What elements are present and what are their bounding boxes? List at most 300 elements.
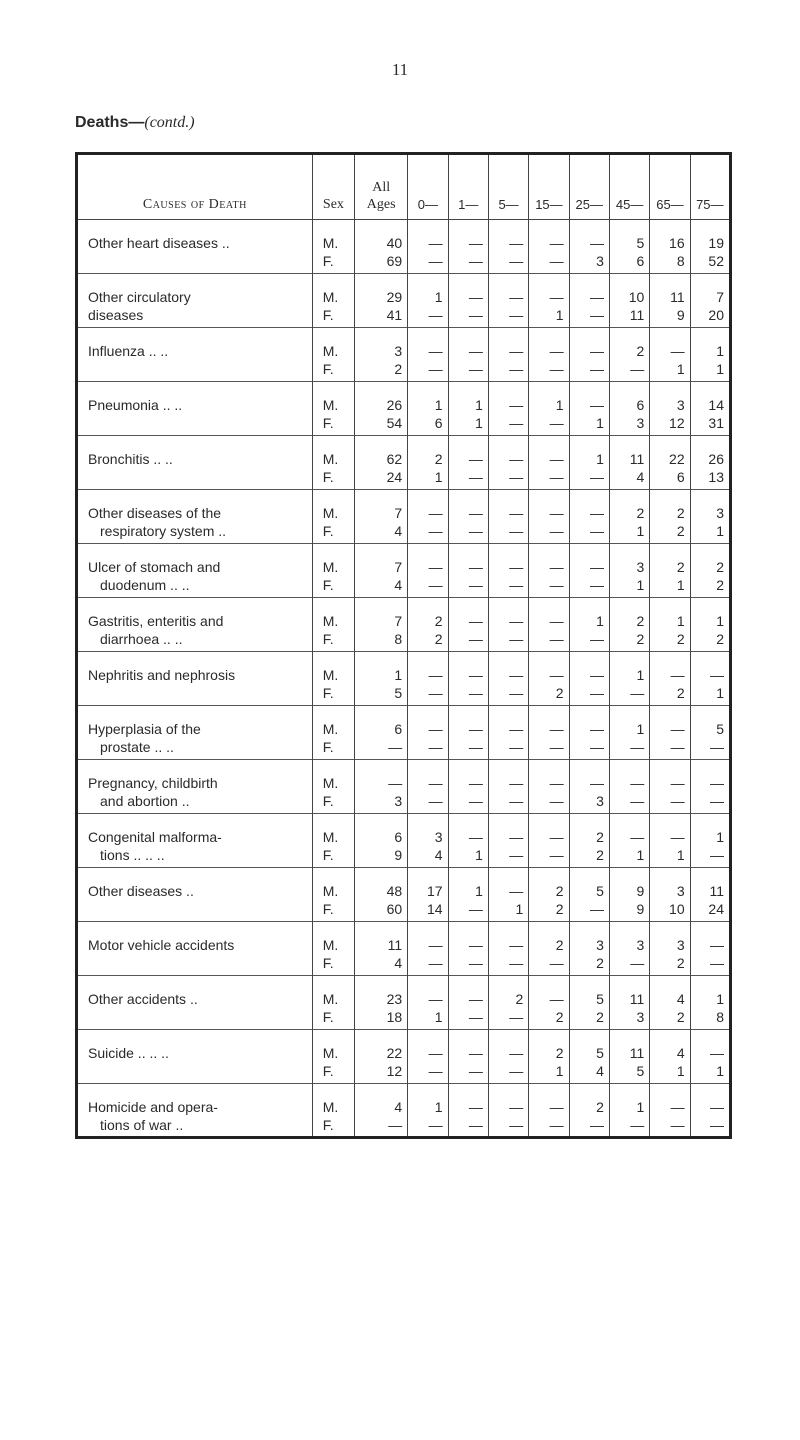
age-group-value: 6 (434, 415, 443, 431)
age-group-value: — (468, 667, 483, 683)
age-group-value: — (428, 523, 443, 539)
age-group-value: 2 (716, 559, 724, 575)
age-group-cell (569, 1030, 609, 1084)
age-group-cell (609, 1084, 649, 1138)
age-group-value: 14 (426, 901, 443, 917)
all-ages-cell (355, 436, 408, 490)
age-group-value: 5 (636, 235, 645, 251)
age-group-cell (690, 760, 730, 814)
age-group-value: — (509, 613, 524, 629)
sex-male: M. (322, 667, 339, 683)
age-group-value: — (549, 631, 564, 647)
age-group-value: 1 (716, 1063, 724, 1079)
age-group-value: 11 (629, 451, 645, 467)
age-group-cell (488, 1084, 528, 1138)
age-group-value: 20 (708, 307, 724, 323)
page-heading (75, 114, 195, 132)
age-group-value: 24 (708, 901, 724, 917)
all-ages-value: 24 (386, 469, 403, 485)
age-group-value: — (468, 1045, 483, 1061)
age-group-cell (448, 1030, 488, 1084)
age-group-value: — (589, 685, 604, 701)
age-group-cell (448, 490, 488, 544)
age-group-value: — (589, 631, 604, 647)
cause-text: Other accidents .. (88, 991, 198, 1007)
age-group-cell (569, 652, 609, 706)
age-group-value: — (509, 343, 524, 359)
age-group-value: — (509, 631, 524, 647)
all-ages-value: 11 (387, 937, 403, 953)
age-group-value: 2 (434, 631, 443, 647)
age-group-cell (529, 328, 569, 382)
header-age-5: 5— (488, 154, 528, 220)
age-group-cell (690, 328, 730, 382)
age-group-value: 2 (555, 883, 564, 899)
age-group-value: — (509, 523, 524, 539)
age-group-cell (529, 598, 569, 652)
age-group-value: 7 (716, 289, 724, 305)
cause-text: Pregnancy, childbirth (88, 775, 218, 791)
age-group-value: 2 (596, 829, 604, 845)
sex-cell (312, 328, 354, 382)
cause-text: diarrhoea .. .. (100, 631, 183, 647)
age-group-cell (650, 274, 690, 328)
cause-text: Bronchitis .. .. (88, 451, 173, 467)
all-ages-value: 12 (386, 1063, 403, 1079)
age-group-value: 11 (670, 289, 685, 305)
age-group-value: 2 (596, 1099, 604, 1115)
age-group-cell (488, 598, 528, 652)
age-group-value: — (549, 343, 564, 359)
all-ages-value: 69 (386, 253, 403, 269)
age-group-value: — (509, 505, 524, 521)
age-group-value: — (670, 1099, 685, 1115)
age-group-value: — (428, 505, 443, 521)
age-group-value: — (710, 847, 724, 863)
age-group-cell (529, 868, 569, 922)
age-group-cell (408, 382, 448, 436)
age-group-value: — (509, 361, 524, 377)
all-ages-value: 3 (394, 793, 403, 809)
age-group-cell (609, 976, 649, 1030)
header-all-ages (355, 154, 408, 220)
sex-female: F. (322, 793, 334, 809)
cause-text: tions .. .. .. (100, 847, 165, 863)
sex-female: F. (322, 1117, 334, 1133)
cause-text: Congenital malforma- (88, 829, 222, 845)
age-group-value: — (468, 559, 483, 575)
age-group-value: 1 (596, 451, 604, 467)
age-group-cell (569, 328, 609, 382)
age-group-value: 13 (708, 469, 724, 485)
age-group-value: 2 (676, 631, 685, 647)
all-ages-value: 7 (394, 559, 403, 575)
all-ages-cell (355, 274, 408, 328)
cause-text: respiratory system .. (100, 523, 227, 539)
cause-text: diseases (88, 307, 144, 323)
header-age-75: 75— (690, 154, 730, 220)
age-group-cell (529, 220, 569, 274)
age-group-value: — (509, 289, 524, 305)
age-group-value: — (428, 235, 443, 251)
cause-cell (77, 922, 313, 976)
age-group-cell (569, 706, 609, 760)
age-group-value: 2 (716, 631, 724, 647)
age-group-value: — (670, 343, 685, 359)
age-group-value: 1 (716, 523, 724, 539)
age-group-value: — (509, 235, 524, 251)
age-group-value: — (428, 577, 443, 593)
age-group-cell (569, 1084, 609, 1138)
age-group-value: — (428, 721, 443, 737)
age-group-value: — (509, 739, 524, 755)
age-group-value: 1 (434, 397, 443, 413)
cause-cell (77, 652, 313, 706)
age-group-value: — (549, 829, 564, 845)
age-group-value: — (509, 847, 524, 863)
age-group-value: — (509, 415, 524, 431)
age-group-value: 6 (636, 253, 645, 269)
all-ages-value: 6 (394, 829, 403, 845)
sex-male: M. (322, 235, 339, 251)
age-group-cell (488, 1030, 528, 1084)
age-group-value: 14 (708, 397, 724, 413)
age-group-value: — (630, 793, 645, 809)
age-group-cell (650, 328, 690, 382)
age-group-value: 2 (676, 523, 685, 539)
age-group-cell (650, 220, 690, 274)
age-group-value: 26 (708, 451, 724, 467)
age-group-value: 2 (596, 847, 604, 863)
age-group-value: — (549, 505, 564, 521)
age-group-cell (690, 382, 730, 436)
age-group-value: 11 (709, 883, 724, 899)
table-row (77, 274, 731, 328)
age-group-value: — (509, 469, 524, 485)
header-age-0: 0— (408, 154, 448, 220)
sex-cell (312, 436, 354, 490)
age-group-value: — (428, 667, 443, 683)
age-group-cell (650, 436, 690, 490)
sex-male: M. (322, 991, 339, 1007)
header-age-15: 15— (529, 154, 569, 220)
age-group-value: 3 (596, 793, 604, 809)
all-ages-cell (355, 868, 408, 922)
age-group-cell (529, 1084, 569, 1138)
age-group-value: 1 (716, 829, 724, 845)
cause-text: Gastritis, enteritis and (88, 613, 224, 629)
cause-text: Ulcer of stomach and (88, 559, 221, 575)
cause-cell (77, 1084, 313, 1138)
age-group-value: — (468, 829, 483, 845)
age-group-value: — (630, 361, 645, 377)
all-ages-value: 29 (386, 289, 403, 305)
sex-cell (312, 598, 354, 652)
cause-text: Other circulatory (88, 289, 191, 305)
age-group-value: 1 (636, 1099, 645, 1115)
sex-cell (312, 760, 354, 814)
cause-text: Influenza .. .. (88, 343, 169, 359)
all-ages-value: 40 (386, 235, 403, 251)
sex-cell (312, 706, 354, 760)
age-group-cell (650, 976, 690, 1030)
age-group-cell (609, 598, 649, 652)
age-group-cell (448, 598, 488, 652)
age-group-value: 22 (669, 451, 685, 467)
age-group-value: 1 (716, 361, 724, 377)
age-group-cell (529, 760, 569, 814)
age-group-cell (569, 868, 609, 922)
age-group-value: 1 (636, 667, 645, 683)
age-group-value: 2 (636, 505, 645, 521)
age-group-value: — (428, 1117, 443, 1133)
age-group-value: 31 (708, 415, 724, 431)
all-ages-cell (355, 544, 408, 598)
age-group-cell (488, 706, 528, 760)
age-group-value: 1 (676, 847, 685, 863)
age-group-cell (488, 976, 528, 1030)
sex-male: M. (322, 1045, 339, 1061)
header-age-65: 65— (650, 154, 690, 220)
age-group-value: — (710, 775, 724, 791)
age-group-cell (609, 868, 649, 922)
page-number: 11 (391, 60, 409, 79)
age-group-cell (529, 544, 569, 598)
table-row (77, 544, 731, 598)
sex-cell (312, 1030, 354, 1084)
age-group-value: — (630, 955, 645, 971)
age-group-value: — (549, 721, 564, 737)
cause-cell (77, 328, 313, 382)
sex-male: M. (322, 721, 339, 737)
sex-male: M. (322, 397, 339, 413)
age-group-cell (408, 220, 448, 274)
age-group-value: 1 (434, 469, 443, 485)
all-ages-value: 4 (394, 955, 403, 971)
age-group-cell (488, 922, 528, 976)
age-group-value: 1 (716, 343, 724, 359)
age-group-cell (650, 490, 690, 544)
all-ages-value: 48 (386, 883, 403, 899)
age-group-cell (408, 814, 448, 868)
age-group-value: — (509, 793, 524, 809)
age-group-value: — (710, 1099, 724, 1115)
age-group-value: — (468, 901, 483, 917)
age-group-cell (408, 1030, 448, 1084)
all-ages-value: 4 (394, 1099, 403, 1115)
age-group-value: — (468, 1063, 483, 1079)
age-group-value: 2 (555, 1009, 564, 1025)
table-row (77, 814, 731, 868)
age-group-cell (408, 760, 448, 814)
age-group-cell (650, 598, 690, 652)
age-group-value: — (670, 1117, 685, 1133)
age-group-cell (690, 976, 730, 1030)
age-group-value: 1 (676, 613, 685, 629)
age-group-value: 4 (596, 1063, 604, 1079)
all-ages-value: 2 (394, 361, 403, 377)
age-group-value: 5 (716, 721, 724, 737)
table-row (77, 1084, 731, 1138)
cause-text: tions of war .. (100, 1117, 184, 1133)
age-group-value: 2 (716, 577, 724, 593)
cause-text: and abortion .. (100, 793, 190, 809)
age-group-value: — (589, 289, 604, 305)
table-row (77, 436, 731, 490)
age-group-cell (609, 760, 649, 814)
all-ages-value: 62 (386, 451, 403, 467)
age-group-cell (408, 868, 448, 922)
age-group-value: — (468, 775, 483, 791)
sex-male: M. (322, 775, 339, 791)
age-group-cell (690, 814, 730, 868)
age-group-cell (408, 976, 448, 1030)
age-group-value: — (428, 253, 443, 269)
age-group-value: — (589, 307, 604, 323)
cause-cell (77, 490, 313, 544)
age-group-cell (569, 598, 609, 652)
age-group-value: — (549, 991, 564, 1007)
cause-cell (77, 814, 313, 868)
age-group-value: — (549, 1099, 564, 1115)
all-ages-value: 4 (394, 523, 403, 539)
age-group-value: — (468, 451, 483, 467)
age-group-value: — (468, 991, 483, 1007)
header-all-ages-line2: Ages (366, 197, 396, 212)
age-group-cell (690, 598, 730, 652)
age-group-cell (569, 382, 609, 436)
age-group-value: 8 (716, 1009, 724, 1025)
heading-contd: (contd.) (144, 114, 195, 131)
age-group-value: 1 (716, 991, 724, 1007)
all-ages-value: 8 (394, 631, 403, 647)
cause-text: prostate .. .. (100, 739, 174, 755)
cause-text: Pneumonia .. .. (88, 397, 183, 413)
age-group-value: — (509, 1099, 524, 1115)
age-group-value: — (549, 667, 564, 683)
age-group-value: — (468, 577, 483, 593)
all-ages-value: 9 (394, 847, 403, 863)
age-group-cell (448, 922, 488, 976)
cause-text: Suicide .. .. .. (88, 1045, 169, 1061)
age-group-value: — (710, 937, 724, 953)
age-group-value: — (710, 739, 724, 755)
age-group-value: 1 (636, 577, 645, 593)
age-group-value: — (589, 361, 604, 377)
age-group-value: — (468, 937, 483, 953)
age-group-cell (448, 760, 488, 814)
age-group-cell (529, 274, 569, 328)
age-group-value: — (509, 397, 524, 413)
age-group-value: — (549, 253, 564, 269)
cause-cell (77, 598, 313, 652)
age-group-value: — (670, 793, 685, 809)
age-group-value: — (549, 235, 564, 251)
age-group-value: 3 (636, 559, 645, 575)
age-group-value: 1 (555, 307, 564, 323)
age-group-value: — (509, 667, 524, 683)
age-group-value: 1 (475, 415, 483, 431)
age-group-value: 9 (636, 883, 645, 899)
age-group-cell (650, 1084, 690, 1138)
age-group-cell (488, 490, 528, 544)
all-ages-value: 23 (386, 991, 403, 1007)
all-ages-value: 7 (394, 505, 403, 521)
sex-cell (312, 868, 354, 922)
header-age-1: 1— (448, 154, 488, 220)
age-group-cell (569, 544, 609, 598)
age-group-cell (690, 868, 730, 922)
age-group-value: 2 (434, 613, 443, 629)
age-group-value: — (589, 739, 604, 755)
sex-female: F. (322, 523, 334, 539)
age-group-cell (690, 922, 730, 976)
age-group-cell (448, 220, 488, 274)
age-group-value: — (589, 469, 604, 485)
heading-title: Deaths— (75, 114, 145, 131)
age-group-value: 17 (426, 883, 443, 899)
cause-cell (77, 706, 313, 760)
age-group-value: — (509, 1117, 524, 1133)
age-group-value: 2 (676, 685, 685, 701)
sex-cell (312, 976, 354, 1030)
age-group-cell (529, 652, 569, 706)
age-group-value: — (589, 343, 604, 359)
sex-female: F. (322, 901, 334, 917)
age-group-value: 19 (708, 235, 724, 251)
age-group-value: 1 (676, 1063, 685, 1079)
all-ages-cell (355, 976, 408, 1030)
table-row (77, 706, 731, 760)
all-ages-cell (355, 814, 408, 868)
age-group-cell (408, 922, 448, 976)
all-ages-cell (355, 922, 408, 976)
sex-cell (312, 1084, 354, 1138)
age-group-value: — (549, 739, 564, 755)
age-group-value: — (670, 829, 685, 845)
age-group-value: — (549, 775, 564, 791)
age-group-cell (609, 274, 649, 328)
age-group-value: 52 (708, 253, 724, 269)
sex-male: M. (322, 559, 339, 575)
sex-female: F. (322, 1009, 334, 1025)
age-group-value: 3 (676, 937, 685, 953)
age-group-value: — (468, 235, 483, 251)
age-group-value: — (549, 847, 564, 863)
age-group-cell (650, 814, 690, 868)
all-ages-cell (355, 1030, 408, 1084)
age-group-value: 2 (555, 901, 564, 917)
age-group-value: — (468, 253, 483, 269)
age-group-value: — (428, 739, 443, 755)
age-group-value: — (710, 793, 724, 809)
age-group-value: — (549, 415, 564, 431)
age-group-cell (609, 382, 649, 436)
age-group-value: — (509, 451, 524, 467)
age-group-cell (690, 1084, 730, 1138)
age-group-cell (609, 814, 649, 868)
all-ages-value: 54 (386, 415, 403, 431)
age-group-cell (448, 814, 488, 868)
age-group-value: 10 (628, 289, 645, 305)
age-group-value: — (710, 955, 724, 971)
age-group-value: — (589, 505, 604, 521)
age-group-cell (609, 1030, 649, 1084)
age-group-value: 4 (676, 1045, 685, 1061)
age-group-cell (650, 382, 690, 436)
age-group-cell (408, 598, 448, 652)
age-group-value: — (509, 1063, 524, 1079)
